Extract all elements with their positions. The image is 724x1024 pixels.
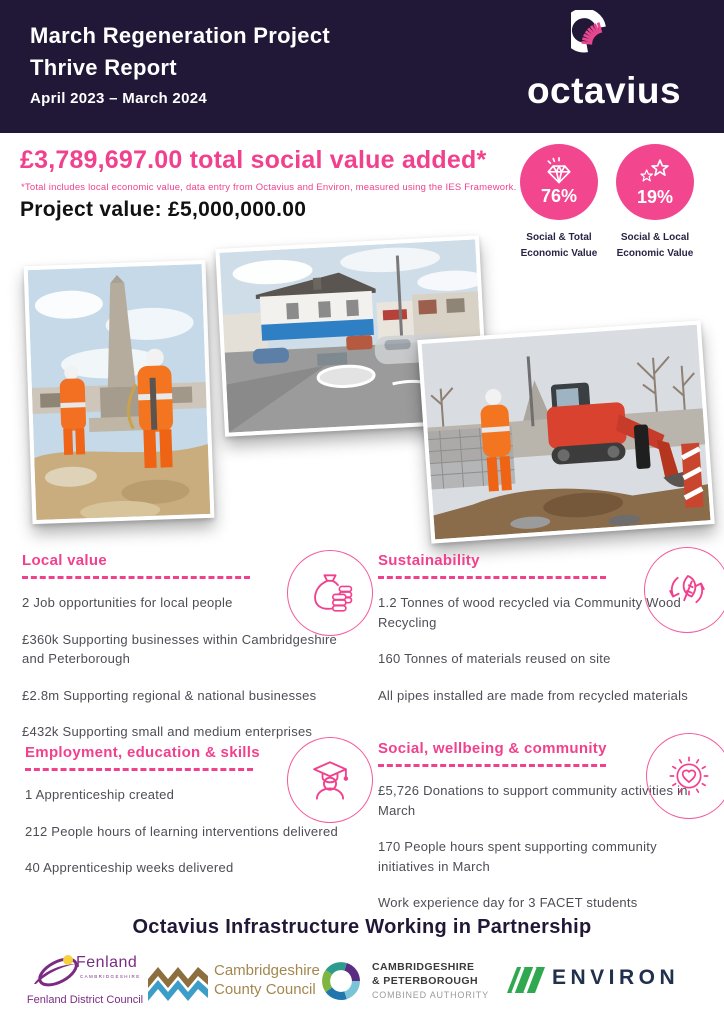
section-item: £360k Supporting businesses within Cambridgeshire and Peterborough [22, 631, 338, 666]
ccc-line1: Cambridgeshire [214, 962, 320, 979]
ccc-text [214, 962, 320, 1000]
octavius-ring-icon [571, 10, 637, 72]
stat-label-line1: Social & Total [526, 232, 592, 243]
headline-footnote: *Total includes local economic value, data entry from Octavius and Environ, measured using the IES Framework. [21, 182, 517, 193]
cpca-line3: COMBINED AUTHORITY [372, 990, 489, 1001]
stat-label-line2: Economic Value [616, 248, 694, 259]
section-item: 2 Job opportunities for local people [22, 595, 233, 610]
section-item: £5,726 Donations to support community activities in March [378, 783, 688, 818]
money-bag-icon [287, 550, 373, 636]
cpca-text [372, 960, 489, 1000]
environ-glyph-icon [506, 964, 546, 996]
stat-value: 19% [636, 187, 674, 207]
heart-sun-icon [646, 733, 724, 819]
section-item: Work experience day for 3 FACET students [378, 895, 638, 910]
stat-value: 76% [540, 186, 578, 206]
section-item: 212 People hours of learning interventions delivered [25, 823, 338, 839]
environ-wordmark: ENVIRON [552, 966, 680, 989]
report-title-line2: Thrive Report [30, 54, 177, 80]
cpca-line1: CAMBRIDGESHIRE [372, 961, 475, 973]
section-divider [378, 576, 606, 579]
section-item: 1 Apprenticeship created [25, 787, 175, 802]
section-item: 170 People hours spent supporting community initiatives in March [378, 839, 657, 874]
stat-social-total-label [504, 230, 614, 262]
diamond-icon [542, 157, 576, 185]
stars-icon [636, 156, 674, 186]
fenland-sub: CAMBRIDGESHIRE [80, 974, 141, 979]
stat-label-line1: Social & Local [620, 232, 690, 243]
section-divider [22, 576, 250, 579]
stat-social-local-label [600, 230, 710, 262]
section-item: £2.8m Supporting regional & national businesses [22, 687, 317, 703]
fenland-name: Fenland District Council [26, 994, 144, 1006]
section-divider [25, 768, 253, 771]
stat-label-line2: Economic Value [520, 248, 598, 259]
recycle-leaf-icon [644, 547, 724, 633]
section-item: £432k Supporting small and medium enterprises [22, 724, 313, 739]
fenland-brand: Fenland [76, 954, 138, 971]
stat-social-total [520, 144, 598, 220]
section-item: 40 Apprenticeship weeks delivered [25, 860, 234, 875]
stat-social-local [616, 144, 694, 220]
report-period: April 2023 – March 2024 [30, 89, 207, 107]
section-item: 1.2 Tonnes of wood recycled via Community Wood Recycling [378, 595, 681, 630]
report-title-line1: March Regeneration Project [30, 23, 330, 48]
section-title: Employment, education & skills [25, 744, 260, 761]
section-item: 160 Tonnes of materials reused on site [378, 651, 611, 666]
project-value: Project value: £5,000,000.00 [20, 198, 307, 221]
report-titles [30, 20, 330, 107]
photo-monument [24, 260, 215, 524]
section-title: Sustainability [378, 552, 480, 569]
ccc-line2: County Council [214, 980, 316, 998]
cpca-swirl-icon [318, 958, 364, 1004]
section-title: Social, wellbeing & community [378, 740, 607, 757]
octavius-wordmark: octavius [526, 70, 682, 111]
social-value-headline: £3,789,697.00 total social value added* [20, 146, 487, 174]
cpca-line2: & PETERBOROUGH [372, 975, 478, 988]
ccc-zigzag-icon [148, 962, 212, 1008]
section-item: All pipes installed are made from recycled materials [378, 687, 688, 703]
graduate-icon [287, 737, 373, 823]
section-title: Local value [22, 552, 108, 569]
report-header [0, 0, 724, 133]
partnership-title: Octavius Infrastructure Working in Partnership [132, 916, 592, 938]
section-divider [378, 764, 606, 767]
photo-excavator [417, 320, 715, 543]
octavius-logo [498, 10, 710, 112]
